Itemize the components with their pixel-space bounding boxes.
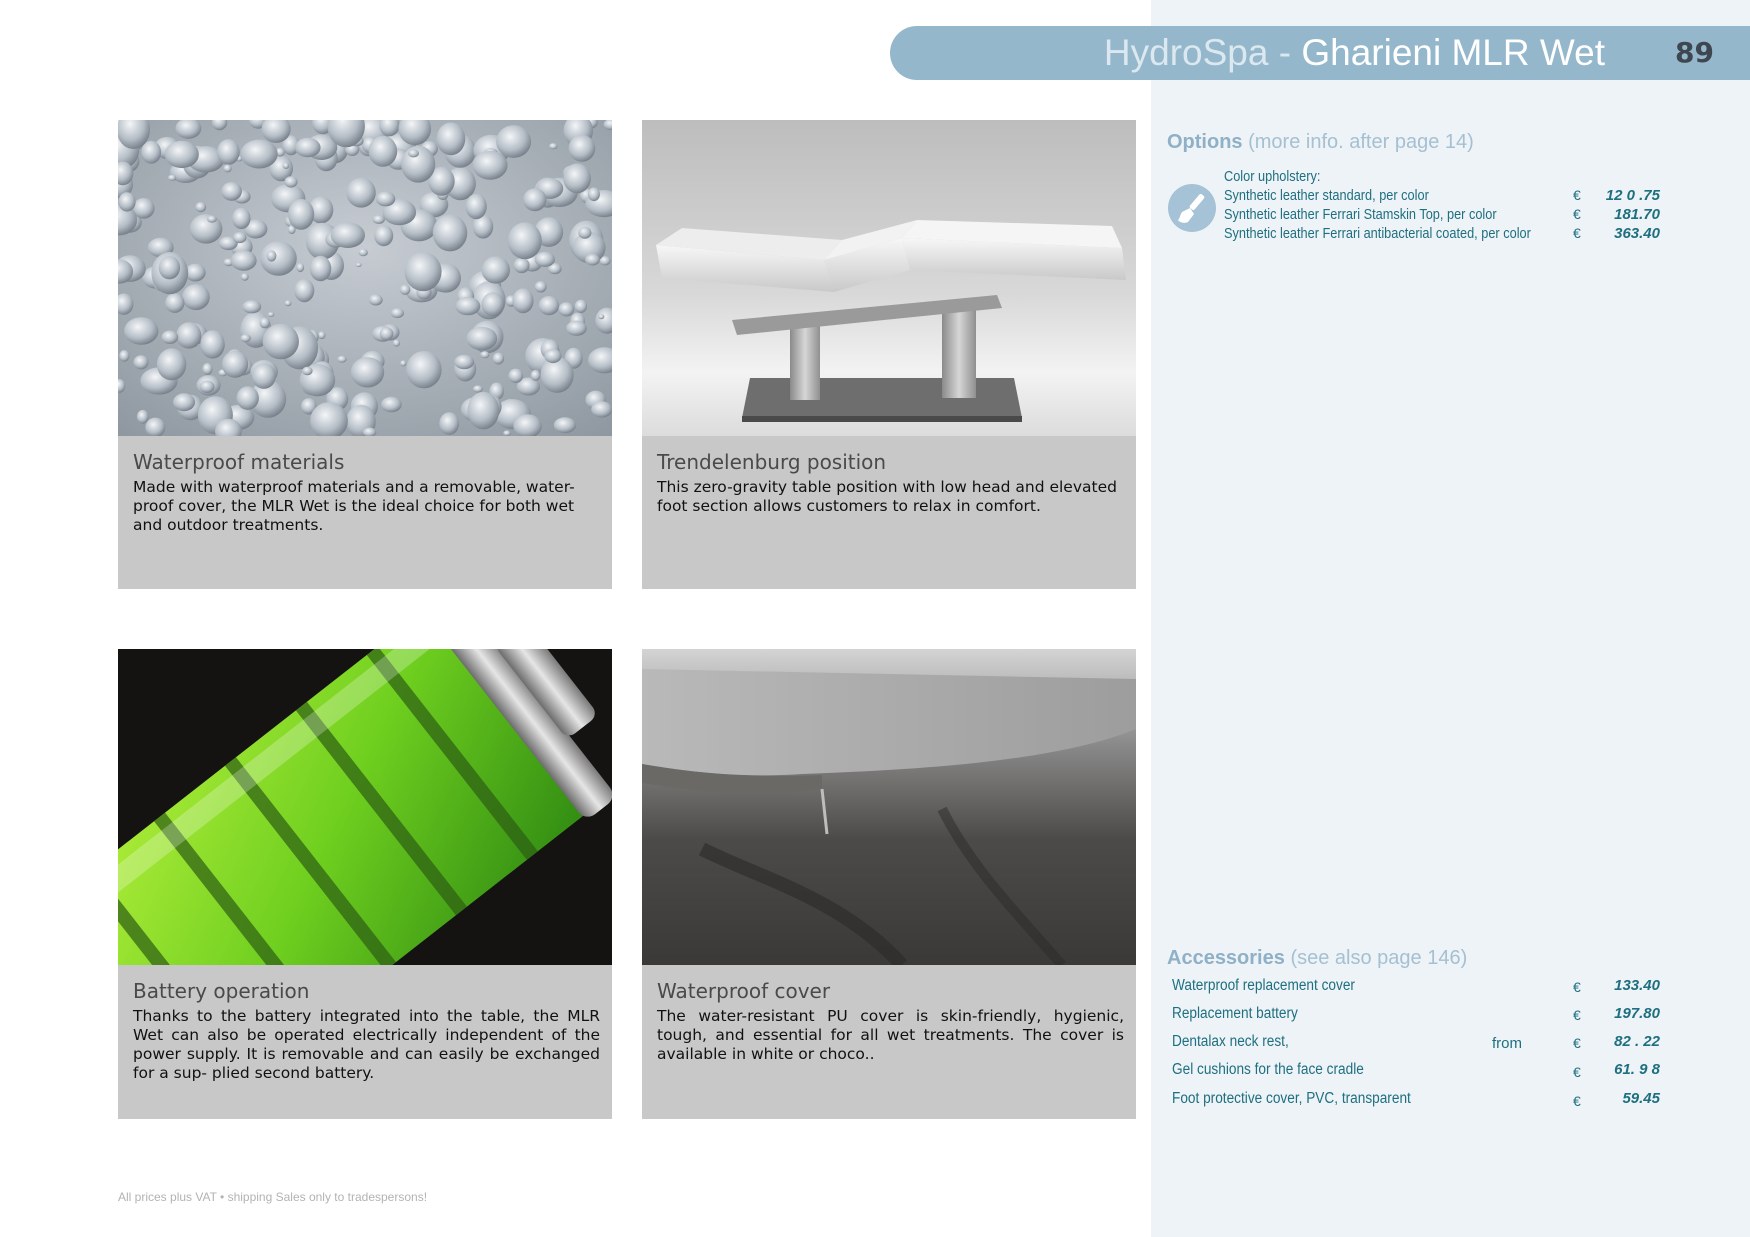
water-drop xyxy=(455,297,480,315)
option-item-label: Synthetic leather Ferrari Stamskin Top, per color xyxy=(1224,206,1497,223)
water-drop xyxy=(157,348,186,380)
water-drop xyxy=(508,222,542,259)
water-drop xyxy=(283,163,290,169)
card-text: Thanks to the battery integrated into the table, the MLR Wet can also be operated electrically independent of the power supply. It is removable and can easily be exchanged for a sup- plied second battery. xyxy=(133,1007,600,1082)
accessories-heading-label: Accessories xyxy=(1167,947,1285,969)
accessory-item-from: from xyxy=(1492,1035,1522,1052)
water-drop xyxy=(233,232,247,243)
water-drop xyxy=(165,293,184,313)
water-drop xyxy=(433,214,468,251)
feature-card-waterproof-materials xyxy=(118,120,612,589)
water-drop xyxy=(224,164,232,172)
water-drop xyxy=(588,187,600,201)
feature-card-battery xyxy=(118,649,612,1119)
water-drop xyxy=(535,252,555,267)
water-drops-picture xyxy=(118,120,612,436)
water-drop xyxy=(200,381,215,393)
page-title xyxy=(1104,26,1605,80)
water-drop xyxy=(359,249,368,257)
accessories-heading-note: (see also page 146) xyxy=(1290,947,1468,969)
water-drop xyxy=(124,317,158,345)
water-drop xyxy=(200,330,224,358)
water-drop xyxy=(467,392,499,430)
water-drop xyxy=(118,192,135,211)
battery-picture xyxy=(118,649,612,965)
water-drop xyxy=(535,281,547,292)
water-drop xyxy=(381,397,402,412)
brand-name: HydroSpa - xyxy=(1103,32,1292,73)
water-drop xyxy=(405,252,442,291)
water-drop xyxy=(337,356,346,363)
accessory-item-label: Replacement battery xyxy=(1172,1005,1298,1022)
water-drop xyxy=(559,302,575,316)
right-sidebar-panel xyxy=(1151,0,1750,1237)
water-drop xyxy=(161,331,178,344)
water-drop xyxy=(260,241,297,276)
accessory-item-price: 61. 9 8 xyxy=(1614,1061,1660,1078)
water-drop xyxy=(240,334,250,342)
water-drop xyxy=(439,412,459,435)
water-drop xyxy=(137,410,149,424)
option-item-price: 12 0 .75 xyxy=(1605,187,1660,204)
option-item-currency: € xyxy=(1573,187,1581,203)
accessory-item-currency: € xyxy=(1573,1035,1581,1051)
wet-cover-image xyxy=(642,649,1136,965)
brush-icon xyxy=(1168,184,1216,232)
water-drop xyxy=(260,317,270,328)
water-drop xyxy=(190,214,223,244)
water-drop xyxy=(241,140,278,169)
water-drop xyxy=(512,288,533,313)
accessory-item-currency: € xyxy=(1573,1007,1581,1023)
water-drop xyxy=(496,125,531,158)
water-drop xyxy=(539,296,560,315)
option-item-price: 363.40 xyxy=(1614,225,1660,242)
water-drop xyxy=(302,367,312,376)
water-drop xyxy=(541,357,574,393)
treatment-table-image xyxy=(642,120,1136,436)
water-drop xyxy=(473,151,508,180)
water-drop xyxy=(466,194,487,219)
water-drop xyxy=(284,176,297,187)
water-drop xyxy=(369,136,398,167)
water-drop xyxy=(437,123,466,156)
water-drop xyxy=(531,370,541,381)
water-drop xyxy=(554,417,576,433)
water-drop xyxy=(242,300,261,313)
water-drop xyxy=(563,164,591,194)
wet-cover-picture xyxy=(642,649,1136,965)
feature-card-trendelenburg xyxy=(642,120,1136,589)
card-title: Trendelenburg position xyxy=(657,450,887,474)
water-drop xyxy=(523,188,546,211)
accessory-item-label: Gel cushions for the face cradle xyxy=(1172,1061,1364,1078)
water-drop xyxy=(369,294,383,305)
water-drop xyxy=(408,149,419,157)
water-drop xyxy=(493,353,504,365)
water-drop xyxy=(331,222,365,248)
water-drop xyxy=(406,351,441,388)
water-drop xyxy=(454,355,474,370)
feature-card-waterproof-cover xyxy=(642,649,1136,1119)
water-drop xyxy=(356,263,362,267)
water-drop xyxy=(503,430,510,436)
water-drop xyxy=(237,386,259,410)
water-drop xyxy=(591,401,612,417)
water-drop xyxy=(173,393,195,411)
water-drop xyxy=(159,256,180,279)
product-name: Gharieni MLR Wet xyxy=(1301,32,1605,73)
water-drop xyxy=(267,250,277,261)
footer-note: All prices plus VAT • shipping Sales only to tradespersons! xyxy=(118,1190,428,1204)
treatment-table-picture xyxy=(642,120,1136,436)
water-drop xyxy=(393,340,400,347)
accessory-item-price: 82 . 22 xyxy=(1614,1033,1660,1050)
option-item-price: 181.70 xyxy=(1614,206,1660,223)
water-drop xyxy=(252,363,276,389)
water-drop xyxy=(400,360,406,366)
water-drop xyxy=(351,357,384,387)
water-drop xyxy=(549,143,557,149)
water-drop xyxy=(544,349,561,363)
water-drop xyxy=(222,351,248,378)
option-item-label: Synthetic leather Ferrari antibacterial coated, per color xyxy=(1224,225,1531,242)
water-drop xyxy=(119,350,129,362)
water-drop xyxy=(569,135,596,162)
water-drop xyxy=(310,256,332,281)
options-group-label: Color upholstery: xyxy=(1224,168,1321,185)
water-drop xyxy=(182,284,210,310)
accessory-item-price: 59.45 xyxy=(1622,1090,1660,1107)
water-drop xyxy=(380,327,394,340)
water-drop xyxy=(566,321,587,336)
accessory-item-label: Dentalax neck rest, xyxy=(1172,1033,1289,1050)
water-drop xyxy=(221,182,242,201)
options-heading-label: Options xyxy=(1167,131,1243,153)
card-text: The water-resistant PU cover is skin-friendly, hygienic, tough, and essential for all wet treatments. The cover is available in white or choco.. xyxy=(657,1007,1124,1063)
water-drop xyxy=(598,314,604,319)
water-drop xyxy=(401,146,435,183)
option-item-label: Synthetic leather standard, per color xyxy=(1224,187,1429,204)
card-title: Waterproof cover xyxy=(657,979,831,1003)
accessory-item-label: Foot protective cover, PVC, transparent xyxy=(1172,1090,1411,1107)
water-drop xyxy=(165,141,199,168)
water-drop xyxy=(263,324,299,360)
card-text: This zero-gravity table position with low head and elevated foot section allows customers to relax in comfort. xyxy=(657,478,1117,515)
water-drop xyxy=(176,322,201,348)
options-heading-note: (more info. after page 14) xyxy=(1248,131,1474,153)
accessory-item-currency: € xyxy=(1573,1093,1581,1109)
accessories-heading xyxy=(1167,947,1467,970)
water-drop xyxy=(585,254,600,266)
water-drop xyxy=(195,202,206,212)
water-drop xyxy=(231,250,257,270)
water-drop xyxy=(376,191,395,206)
water-drop xyxy=(466,327,497,351)
accessory-item-price: 197.80 xyxy=(1614,1005,1660,1022)
water-drop xyxy=(285,300,292,306)
water-drop xyxy=(480,351,489,358)
accessory-item-currency: € xyxy=(1573,1064,1581,1080)
water-drop xyxy=(473,385,483,392)
water-drop xyxy=(346,178,375,208)
option-item-currency: € xyxy=(1573,225,1581,241)
water-drop xyxy=(232,208,250,229)
card-title: Waterproof materials xyxy=(133,450,345,474)
card-text: Made with waterproof materials and a removable, water-proof cover, the MLR Wet is the ideal choice for both wet and outdoor treatments. xyxy=(133,478,575,534)
accessory-item-currency: € xyxy=(1573,979,1581,995)
accessory-item-label: Waterproof replacement cover xyxy=(1172,977,1355,994)
water-drop xyxy=(207,216,217,223)
water-drop xyxy=(217,139,240,165)
water-drop xyxy=(482,292,504,316)
option-item-currency: € xyxy=(1573,206,1581,222)
water-drop xyxy=(294,279,314,302)
water-drop xyxy=(400,285,411,295)
water-drop xyxy=(508,369,523,383)
page-number: 89 xyxy=(1675,36,1714,69)
water-drop xyxy=(578,227,591,239)
battery-image xyxy=(118,649,612,965)
water-drop xyxy=(373,215,385,224)
water-drop xyxy=(374,225,393,246)
water-drop xyxy=(391,308,404,318)
water-drop xyxy=(514,258,530,273)
water-drop xyxy=(168,175,176,181)
water-drop xyxy=(297,263,305,272)
water-drops-image xyxy=(118,120,612,436)
water-drop xyxy=(288,199,314,230)
water-drop xyxy=(268,312,275,317)
water-drop xyxy=(575,300,587,313)
water-drop xyxy=(295,138,321,158)
water-drop xyxy=(134,355,149,369)
accessory-item-price: 133.40 xyxy=(1614,977,1660,994)
water-drop xyxy=(318,331,326,339)
water-drop xyxy=(202,363,212,375)
card-title: Battery operation xyxy=(133,979,310,1003)
water-drop xyxy=(482,256,510,283)
water-drop xyxy=(241,273,249,281)
options-heading xyxy=(1167,131,1474,154)
